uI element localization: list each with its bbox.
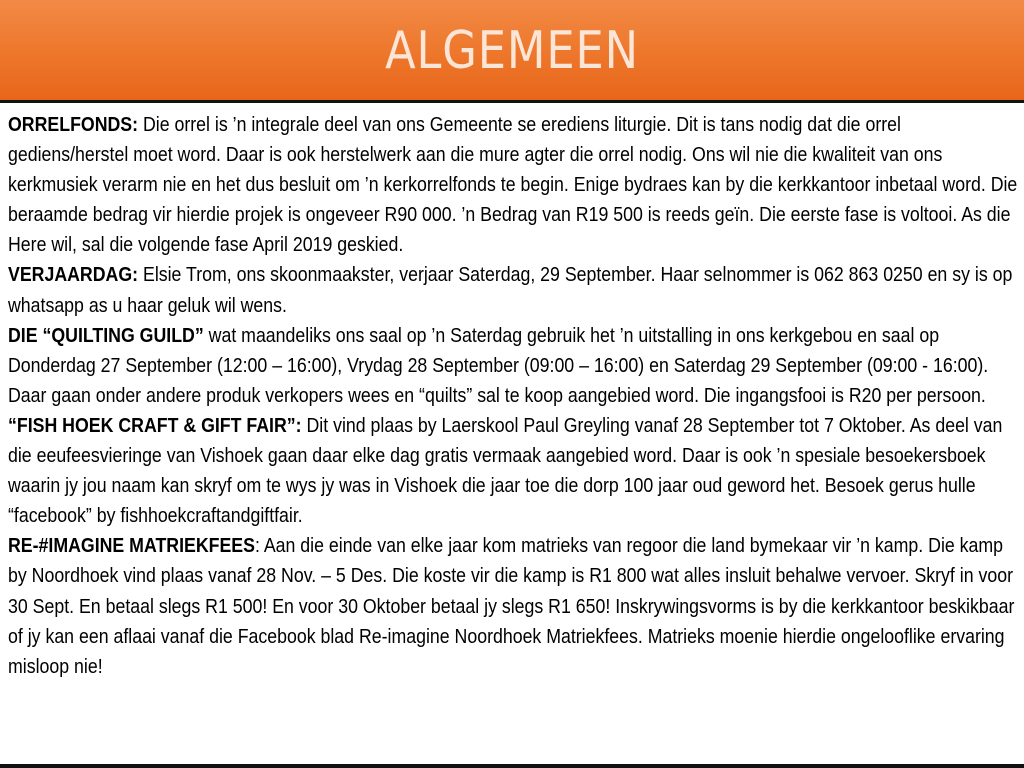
announcement-orrelfonds (8, 110, 1018, 260)
announcement-heading: ORRELFONDS: (8, 113, 139, 136)
announcement-heading: DIE “QUILTING GUILD” (8, 323, 204, 347)
announcement-quilting-guild (8, 321, 1018, 411)
bottom-divider (0, 764, 1024, 768)
announcement-matriekfees (8, 531, 1018, 681)
header-banner (0, 0, 1024, 103)
announcement-verjaardag (8, 260, 1018, 320)
announcement-heading: “FISH HOEK CRAFT & GIFT FAIR”: (8, 413, 302, 437)
announcement-text: Dit vind plaas by Laerskool Paul Greyling vanaf 28 September tot 7 Oktober. As deel van die eeufeesvieringe van Vishoek gaan daar elke dag gratis vermaak aangebied word. Daar is ook ’n spesiale besoekersboek waarin jy jou naam kan skryf om te wys jy was in Vishoek die jaar toe die dorp 100 jaar oud geword het. Besoek gerus hulle “facebook” by fishhoekcraftandgiftfair. (8, 413, 1003, 528)
page-title: ALGEMEEN (385, 21, 639, 81)
announcements (8, 110, 1018, 682)
announcement-text: Elsie Trom, ons skoonmaakster, verjaar Saterdag, 29 September. Haar selnommer is 062 863 0250 en sy is op whatsapp as u haar geluk wil wens. (8, 263, 1013, 317)
announcement-heading: VERJAARDAG: (8, 263, 139, 287)
announcement-text: wat maandeliks ons saal op ’n Saterdag gebruik het ’n uitstalling in ons kerkgebou en saal op Donderdag 27 September (12:00 – 16:00), Vrydag 28 September (09:00 – 16:00) en Saterdag 29 September (09:00 - 16:00). Daar gaan onder andere produk verkopers wees en “quilts” sal te koop aangebied word. Die ingangsfooi is R20 per persoon. (8, 323, 989, 407)
announcement-heading: RE-#IMAGINE MATRIEKFEES (8, 534, 255, 558)
announcement-text: Die orrel is ’n integrale deel van ons Gemeente se erediens liturgie. Dit is tans nodig dat die orrel gediens/herstel moet word. Daar is ook herstelwerk aan die mure agter die orrel nodig. Ons wil nie die kwaliteit van ons kerkmusiek verarm nie en het dus besluit om ’n kerkorrelfonds te begin. Enige bydraes kan by die kerkkantoor inbetaal word. Die beraamde bedrag vir hierdie projek is ongeveer R90 000. ’n Bedrag van R19 500 is reeds geïn. Die eerste fase is voltooi. As die Here wil, sal die volgende fase April 2019 geskied. (8, 113, 1018, 257)
announcement-text: : Aan die einde van elke jaar kom matrieks van regoor die land bymekaar vir ’n kamp. Die kamp by Noordhoek vind plaas vanaf 28 Nov. – 5 Des. Die koste vir die kamp is R1 800 wat alles insluit behalwe vervoer. Skryf in voor 30 Sept. En betaal slegs R1 500! En voor 30 Oktober betaal jy slegs R1 650! Inskrywingsvorms is by die kerkkantoor beskikbaar of jy kan een aflaai vanaf die Facebook blad Re-imagine Noordhoek Matriekfees. Matrieks moenie hierdie ongelooflike ervaring misloop nie! (8, 534, 1015, 678)
announcement-craft-gift-fair (8, 411, 1018, 531)
